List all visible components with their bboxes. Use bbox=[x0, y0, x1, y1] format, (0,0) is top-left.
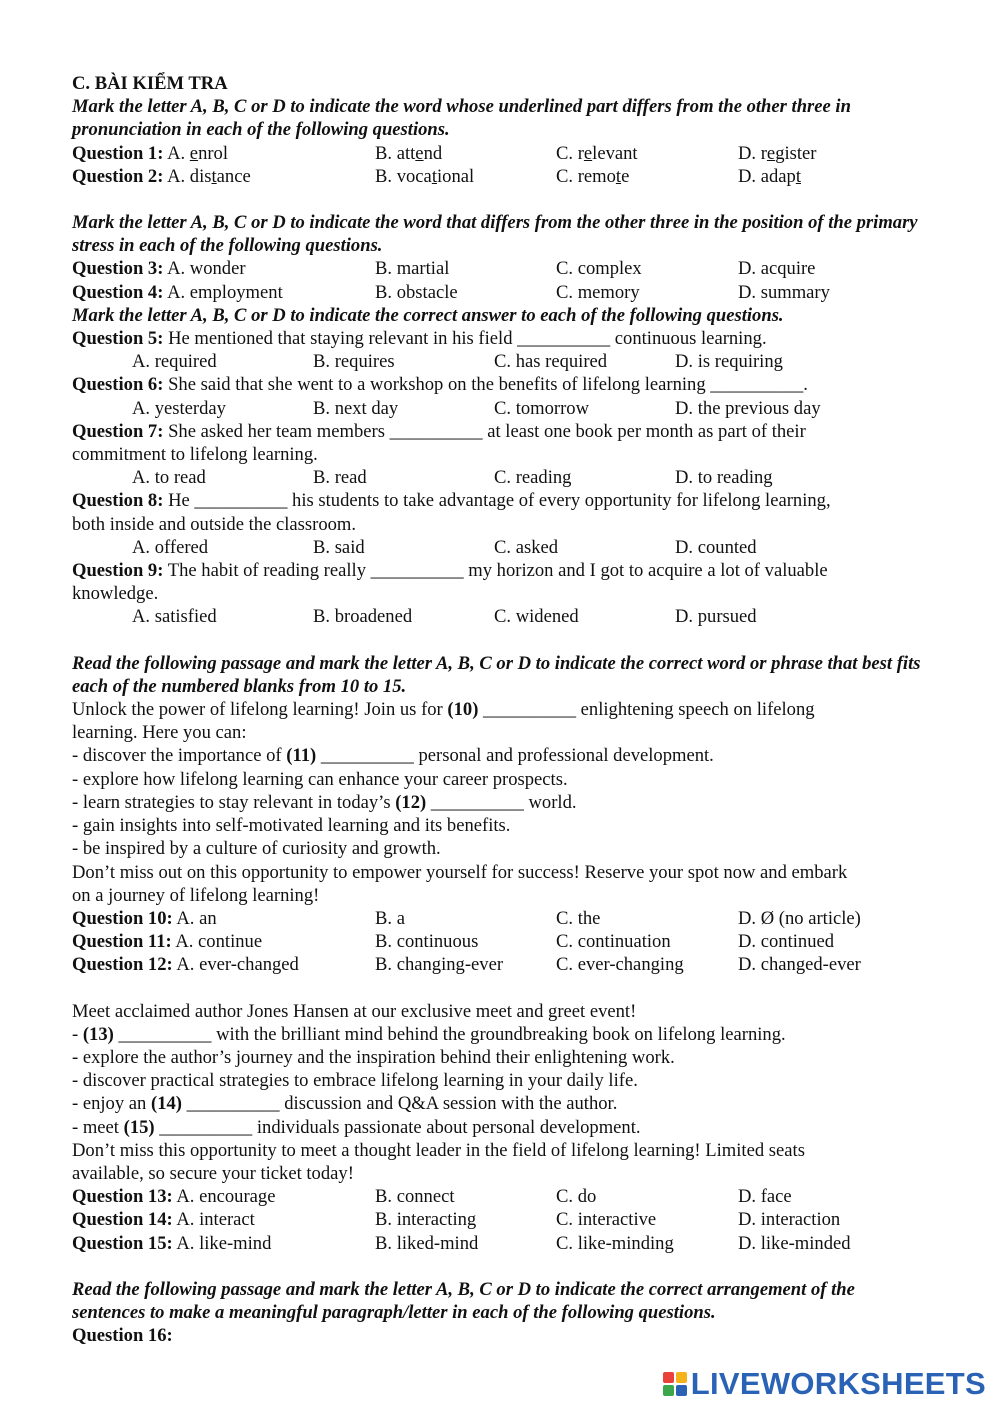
question-16: Question 16: bbox=[72, 1325, 173, 1347]
worksheet-page: C. BÀI KIỂM TRA Mark the letter A, B, C or D to indicate the word whose underlined part differs from the other three in pronunciation in each of the following questions. Question 1: A. enrol B. attend C. relevant D. register Question 2: A. distance B. vocational C. remote D. adapt Mark the letter A, B, C or D to indicate the word that differs from the other three in the position of the primary stress in each of the following questions. Question 3: A. wonder B. martial C. complex D. acquire Question 4: A. employment B. obstacle C. memory D. summary Mark the letter A, B, C or D to indicate the correct answer to each of the following questions. Question 5: He mentioned that staying relevant in his field __________ continuous learning. A. required B. requires C. has required D. is requiring Question 6: She said that she went to a workshop on the benefits of lifelong learning __________. A. yesterday B. next day C. tomorrow D. the previous day Question 7: She asked her team members __________ at least one book per month as part of their commitment to lifelong learning. A. to read B. read C. reading D. to reading Question 8: He __________ his students to take advantage of every opportunity for lifelong learning, both inside and outside the classroom. A. offered B. said C. asked D. counted Question 9: The habit of reading really __________ my horizon and I got to acquire a lot of valuable knowledge. A. satisfied B. broadened C. widened D. pursued Read the following passage and mark the letter A, B, C or D to indicate the correct word or phrase that best fits each of the numbered blanks from 10 to 15. Unlock the power of lifelong learning! Join us for (10) __________ enlightening speech on lifelong learning. Here you can: - discover the importance of (11) __________ personal and professional development. - explore how lifelong learning can enhance your career prospects. - learn strategies to stay relevant in today’s (12) __________ world. - gain insights into self-motivated learning and its benefits. - be inspired by a culture of curiosity and growth. Don’t miss out on this opportunity to empower yourself for success! Reserve your spot now and embark on a journey of lifelong learning! Question 10: A. an B. a C. the D. Ø (no article) Question 11: A. continue B. continuous C. continuation D. continued Question 12: A. ever-changed B. changing-ever C. ever-changing D. changed-ever Meet acclaimed author Jones Hansen at our exclusive meet and greet event! - (13) __________ with the brilliant mind behind the groundbreaking book on lifelong learning. - explore the author’s journey and the inspiration behind their enlightening work. - discover practical strategies to embrace lifelong learning in your daily life. - enjoy an (14) __________ discussion and Q&A session with the author. - meet (15) __________ individuals passionate about personal development. Don’t miss this opportunity to meet a thought leader in the field of lifelong learning! Limited seats available, so secure your ticket today! Question 13: A. encourage B. connect C. do D. face Question 14: A. interact B. interacting C. interactive D. interaction Question 15: A. like-mind B. liked-mind C. like-minding D. like-minded Read the following passage and mark the letter A, B, C or D to indicate the correct arrangement of the sentences to make a meaningful paragraph/letter in each of the following questions. Question 16: bbox=[72, 72, 932, 1347]
question-label: Question 1: bbox=[72, 142, 164, 164]
liveworksheets-footer bbox=[663, 1366, 986, 1402]
liveworksheets-brand: LIVEWORKSHEETS bbox=[690, 1366, 986, 1402]
liveworksheets-logo-icon bbox=[663, 1372, 687, 1396]
question-label: Question 2: bbox=[72, 165, 164, 187]
instruction-stress: Mark the letter A, B, C or D to indicate the word that differs from the other three in the position of the primary stress in each of the following questions. bbox=[72, 212, 918, 257]
options-7: A. to read B. read C. reading D. to reading bbox=[132, 467, 773, 489]
question-8: Question 8: He __________ his students to take advantage of every opportunity for lifelong learning, bbox=[72, 490, 831, 512]
instruction-grammar: Mark the letter A, B, C or D to indicate the correct answer to each of the following questions. bbox=[72, 304, 784, 326]
question-2: Question 2: A. distance B. vocational C. remote D. adapt bbox=[72, 165, 801, 187]
question-13: Question 13: A. encourage B. connect C. do D. face bbox=[72, 1186, 792, 1208]
passage-2: Meet acclaimed author Jones Hansen at our exclusive meet and greet event! - (13) __________ with the brilliant mind behind the groundbreaking book on lifelong learning. - explore the author’s journey and the inspiration behind their enlightening work. - discover practical strategies to embrace lifelong learning in your daily life. - enjoy an (14) __________ discussion and Q&A session with the author. - meet (15) __________ individuals passionate about personal development. Don’t miss this opportunity to meet a thought leader in the field of lifelong learning! Limited seats available, so secure your ticket today! bbox=[72, 1000, 805, 1184]
question-10: Question 10: A. an B. a C. the D. Ø (no article) bbox=[72, 907, 861, 929]
instruction-arrangement: Read the following passage and mark the letter A, B, C or D to indicate the correct arrangement of the sentences to make a meaningful paragraph/letter in each of the following questions. bbox=[72, 1278, 855, 1323]
question-3: Question 3: A. wonder B. martial C. complex D. acquire bbox=[72, 258, 816, 280]
question-14: Question 14: A. interact B. interacting C. interactive D. interaction bbox=[72, 1209, 841, 1231]
question-5: Question 5: He mentioned that staying relevant in his field __________ continuous learning. bbox=[72, 328, 767, 350]
options-8: A. offered B. said C. asked D. counted bbox=[132, 536, 757, 558]
question-4: Question 4: A. employment B. obstacle C. memory D. summary bbox=[72, 281, 830, 303]
options-9: A. satisfied B. broadened C. widened D. pursued bbox=[132, 606, 757, 628]
section-heading: C. BÀI KIỂM TRA bbox=[72, 73, 228, 94]
options-6: A. yesterday B. next day C. tomorrow D. the previous day bbox=[132, 397, 821, 419]
question-11: Question 11: A. continue B. continuous C. continuation D. continued bbox=[72, 931, 835, 953]
passage-1: Unlock the power of lifelong learning! Join us for (10) __________ enlightening speech on lifelong learning. Here you can: - discover the importance of (11) __________ personal and professional development. - explore how lifelong learning can enhance your career prospects. - learn strategies to stay relevant in today’s (12) __________ world. - gain insights into self-motivated learning and its benefits. - be inspired by a culture of curiosity and growth. Don’t miss out on this opportunity to empower yourself for success! Reserve your spot now and embark on a journey of lifelong learning! bbox=[72, 699, 848, 906]
question-6: Question 6: She said that she went to a workshop on the benefits of lifelong learning __________. bbox=[72, 374, 808, 396]
question-12: Question 12: A. ever-changed B. changing-ever C. ever-changing D. changed-ever bbox=[72, 954, 861, 976]
question-7: Question 7: She asked her team members __________ at least one book per month as part of their bbox=[72, 420, 806, 442]
options-5: A. required B. requires C. has required D. is requiring bbox=[132, 351, 783, 373]
question-15: Question 15: A. like-mind B. liked-mind C. like-minding D. like-minded bbox=[72, 1232, 851, 1254]
instruction-pronunciation: Mark the letter A, B, C or D to indicate the word whose underlined part differs from the other three in pronunciation in each of the following questions. bbox=[72, 96, 851, 141]
question-1: Question 1: A. enrol B. attend C. relevant D. register bbox=[72, 142, 817, 164]
question-9: Question 9: The habit of reading really __________ my horizon and I got to acquire a lot of valuable bbox=[72, 560, 828, 582]
instruction-passage: Read the following passage and mark the letter A, B, C or D to indicate the correct word or phrase that best fits each of the numbered blanks from 10 to 15. bbox=[72, 652, 921, 697]
